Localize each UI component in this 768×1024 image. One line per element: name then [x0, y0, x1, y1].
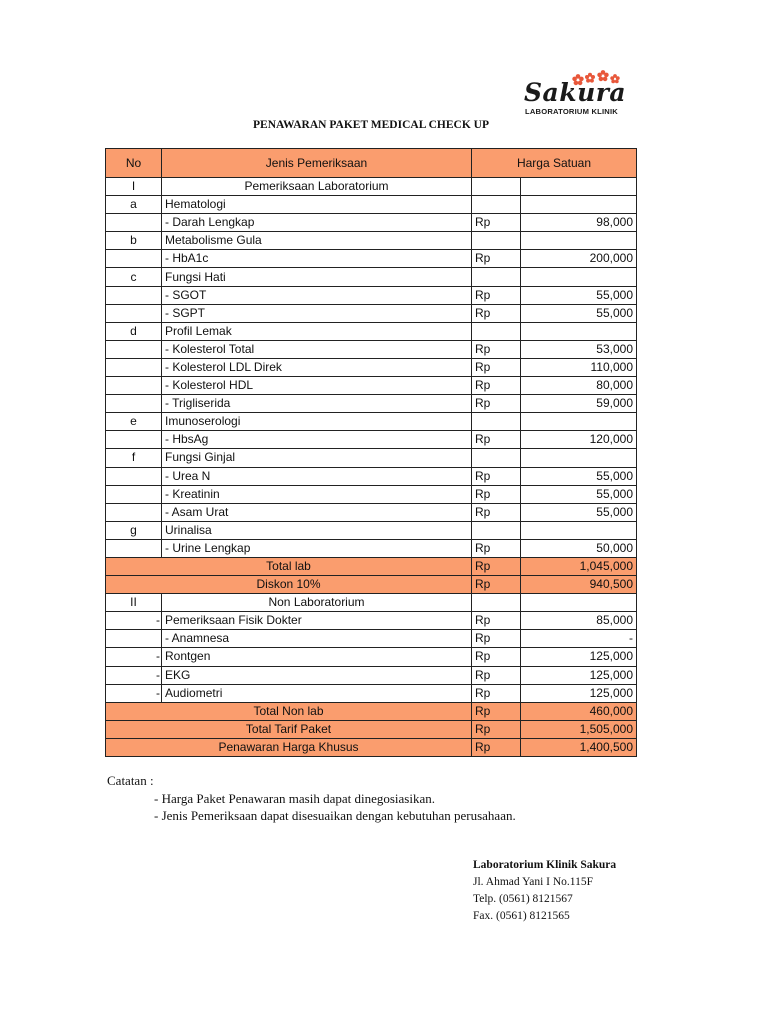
row-number — [106, 395, 162, 413]
table-row — [106, 539, 637, 557]
table-row — [106, 358, 637, 376]
amount — [521, 322, 637, 340]
amount — [521, 178, 637, 196]
currency — [472, 413, 521, 431]
row-number: g — [106, 521, 162, 539]
row-label: Fungsi Ginjal — [162, 449, 472, 467]
summary-row — [106, 720, 637, 738]
currency: Rp — [472, 431, 521, 449]
currency: Rp — [472, 467, 521, 485]
table-row — [106, 612, 637, 630]
row-label: - Kreatinin — [162, 485, 472, 503]
note-item: - Harga Paket Penawaran masih dapat dinegosiasikan. — [154, 790, 435, 806]
row-label: - HbsAg — [162, 431, 472, 449]
row-number — [106, 630, 162, 648]
row-number — [106, 304, 162, 322]
amount: 1,045,000 — [521, 557, 637, 575]
table-row — [106, 431, 637, 449]
amount: 50,000 — [521, 539, 637, 557]
row-label: Hematologi — [162, 196, 472, 214]
table-body — [106, 178, 637, 757]
table-row — [106, 340, 637, 358]
amount: 125,000 — [521, 684, 637, 702]
currency: Rp — [472, 485, 521, 503]
row-label: - Trigliserida — [162, 395, 472, 413]
row-label: Rontgen — [162, 648, 472, 666]
row-label: Urinalisa — [162, 521, 472, 539]
row-number — [106, 286, 162, 304]
row-label: - Kolesterol Total — [162, 340, 472, 358]
currency: Rp — [472, 684, 521, 702]
summary-row — [106, 702, 637, 720]
currency: Rp — [472, 702, 521, 720]
currency: Rp — [472, 539, 521, 557]
currency: Rp — [472, 648, 521, 666]
summary-row — [106, 738, 637, 756]
row-label: Pemeriksaan Fisik Dokter — [162, 612, 472, 630]
row-number — [106, 485, 162, 503]
summary-row — [106, 557, 637, 575]
amount — [521, 521, 637, 539]
table-row — [106, 304, 637, 322]
currency — [472, 232, 521, 250]
currency: Rp — [472, 304, 521, 322]
amount: 59,000 — [521, 395, 637, 413]
summary-label: Total lab — [106, 557, 472, 575]
amount — [521, 449, 637, 467]
currency: Rp — [472, 576, 521, 594]
table-row — [106, 268, 637, 286]
row-number — [106, 377, 162, 395]
currency: Rp — [472, 720, 521, 738]
row-label: - HbA1c — [162, 250, 472, 268]
row-number — [106, 467, 162, 485]
table-row — [106, 648, 637, 666]
row-number: - — [106, 648, 162, 666]
contact-footer — [473, 857, 616, 925]
amount — [521, 196, 637, 214]
row-label: Metabolisme Gula — [162, 232, 472, 250]
row-label: Pemeriksaan Laboratorium — [162, 178, 472, 196]
footer-company-name: Laboratorium Klinik Sakura — [473, 859, 617, 871]
table-row — [106, 666, 637, 684]
currency: Rp — [472, 377, 521, 395]
row-label: Audiometri — [162, 684, 472, 702]
amount: 53,000 — [521, 340, 637, 358]
amount: 110,000 — [521, 358, 637, 376]
row-label: Non Laboratorium — [162, 594, 472, 612]
row-label: - Urea N — [162, 467, 472, 485]
footer-fax: Fax. (0561) 8121565 — [473, 910, 570, 922]
summary-label: Diskon 10% — [106, 576, 472, 594]
currency: Rp — [472, 666, 521, 684]
table-row — [106, 395, 637, 413]
table-row — [106, 178, 637, 196]
table-row — [106, 196, 637, 214]
table-row — [106, 684, 637, 702]
currency — [472, 268, 521, 286]
row-label: - Asam Urat — [162, 503, 472, 521]
row-label: Fungsi Hati — [162, 268, 472, 286]
row-label: EKG — [162, 666, 472, 684]
currency: Rp — [472, 340, 521, 358]
amount: 55,000 — [521, 485, 637, 503]
logo-wordmark: Sakura — [524, 78, 627, 107]
note-item: - Jenis Pemeriksaan dapat disesuaikan dengan kebutuhan perusahaan. — [154, 808, 516, 823]
row-number: d — [106, 322, 162, 340]
currency — [472, 521, 521, 539]
row-number — [106, 358, 162, 376]
table-row — [106, 467, 637, 485]
amount: 1,505,000 — [521, 720, 637, 738]
row-number — [106, 539, 162, 557]
amount: 55,000 — [521, 286, 637, 304]
amount: 200,000 — [521, 250, 637, 268]
table-row — [106, 377, 637, 395]
summary-label: Total Non lab — [106, 702, 472, 720]
table-row — [106, 485, 637, 503]
header-jenis: Jenis Pemeriksaan — [162, 149, 472, 178]
table-row — [106, 250, 637, 268]
currency — [472, 322, 521, 340]
logo-subtitle: LABORATORIUM KLINIK — [525, 107, 618, 116]
row-number: II — [106, 594, 162, 612]
row-number — [106, 214, 162, 232]
row-number: - — [106, 684, 162, 702]
amount — [521, 594, 637, 612]
table-row — [106, 449, 637, 467]
row-number — [106, 503, 162, 521]
row-number: f — [106, 449, 162, 467]
table-row — [106, 232, 637, 250]
table-row — [106, 503, 637, 521]
currency: Rp — [472, 358, 521, 376]
row-number: - — [106, 612, 162, 630]
currency: Rp — [472, 503, 521, 521]
row-number — [106, 431, 162, 449]
row-label: - Anamnesa — [162, 630, 472, 648]
row-label: Imunoserologi — [162, 413, 472, 431]
row-label: - Urine Lengkap — [162, 539, 472, 557]
notes-heading: Catatan : — [107, 773, 154, 788]
table-row — [106, 594, 637, 612]
row-number — [106, 250, 162, 268]
amount: 1,400,500 — [521, 738, 637, 756]
summary-row — [106, 576, 637, 594]
sakura-logo — [524, 70, 627, 120]
row-number — [106, 340, 162, 358]
row-label: - Kolesterol LDL Direk — [162, 358, 472, 376]
footer-phone: Telp. (0561) 8121567 — [473, 893, 573, 905]
row-number: a — [106, 196, 162, 214]
amount — [521, 268, 637, 286]
row-number: I — [106, 178, 162, 196]
currency: Rp — [472, 250, 521, 268]
row-number: c — [106, 268, 162, 286]
amount: 55,000 — [521, 503, 637, 521]
currency: Rp — [472, 557, 521, 575]
row-label: - SGOT — [162, 286, 472, 304]
currency — [472, 449, 521, 467]
currency: Rp — [472, 612, 521, 630]
amount: 125,000 — [521, 666, 637, 684]
currency: Rp — [472, 738, 521, 756]
row-label: - SGPT — [162, 304, 472, 322]
currency — [472, 178, 521, 196]
header-no: No — [106, 149, 162, 178]
amount: - — [521, 630, 637, 648]
summary-label: Total Tarif Paket — [106, 720, 472, 738]
amount: 80,000 — [521, 377, 637, 395]
table-header-row — [106, 149, 637, 178]
amount: 85,000 — [521, 612, 637, 630]
table-row — [106, 322, 637, 340]
row-label: - Darah Lengkap — [162, 214, 472, 232]
summary-label: Penawaran Harga Khusus — [106, 738, 472, 756]
table-row — [106, 413, 637, 431]
row-number: b — [106, 232, 162, 250]
amount: 98,000 — [521, 214, 637, 232]
currency: Rp — [472, 286, 521, 304]
table-row — [106, 214, 637, 232]
table-row — [106, 521, 637, 539]
price-table — [105, 148, 637, 757]
amount: 940,500 — [521, 576, 637, 594]
row-label: Profil Lemak — [162, 322, 472, 340]
currency: Rp — [472, 395, 521, 413]
amount: 125,000 — [521, 648, 637, 666]
notes-section — [107, 772, 516, 825]
amount: 55,000 — [521, 304, 637, 322]
currency: Rp — [472, 630, 521, 648]
amount — [521, 232, 637, 250]
amount: 460,000 — [521, 702, 637, 720]
footer-address: Jl. Ahmad Yani I No.115F — [473, 876, 594, 888]
amount: 120,000 — [521, 431, 637, 449]
row-number: - — [106, 666, 162, 684]
amount — [521, 413, 637, 431]
table-row — [106, 286, 637, 304]
row-label: - Kolesterol HDL — [162, 377, 472, 395]
table-row — [106, 630, 637, 648]
document-title: PENAWARAN PAKET MEDICAL CHECK UP — [253, 119, 489, 131]
currency: Rp — [472, 214, 521, 232]
currency — [472, 594, 521, 612]
currency — [472, 196, 521, 214]
row-number: e — [106, 413, 162, 431]
amount: 55,000 — [521, 467, 637, 485]
header-harga: Harga Satuan — [472, 149, 637, 178]
